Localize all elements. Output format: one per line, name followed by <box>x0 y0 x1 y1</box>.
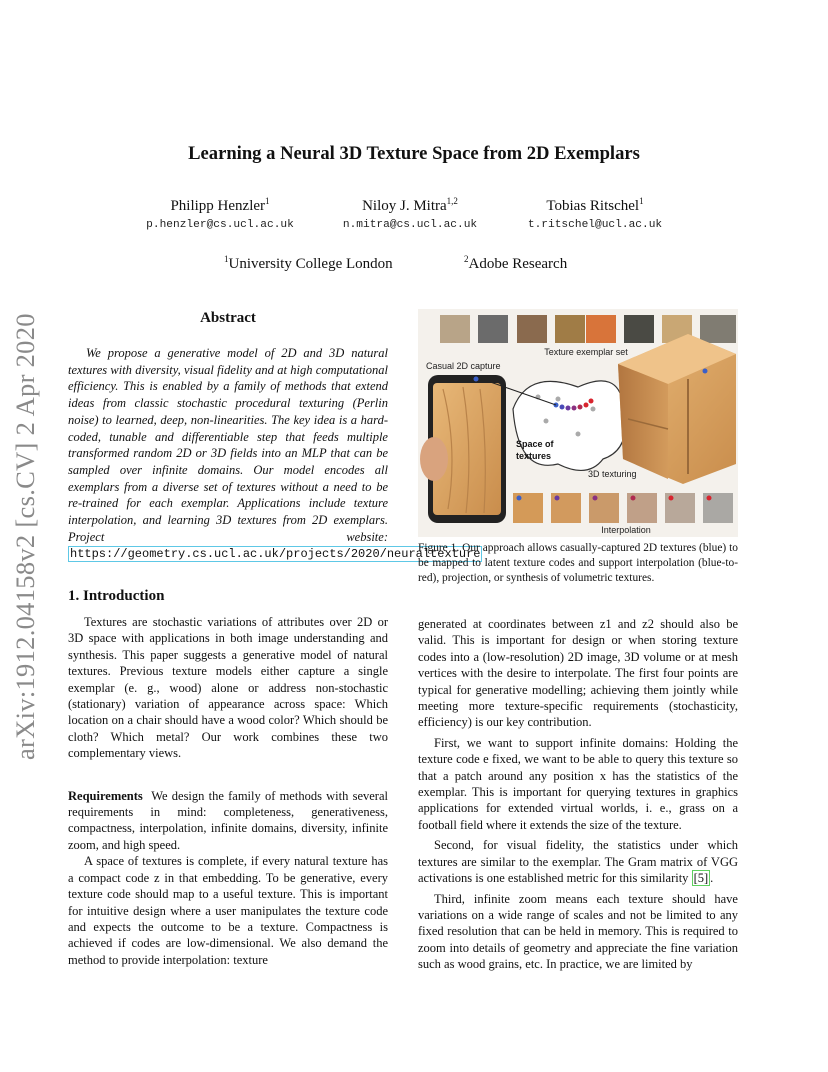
author-sup: 1,2 <box>446 196 458 206</box>
author-email-1: p.henzler@cs.ucl.ac.uk <box>146 219 294 231</box>
author-name: Niloy J. Mitra <box>362 198 447 214</box>
figure-label-interpolation: Interpolation <box>601 525 651 535</box>
author-2 <box>320 196 500 215</box>
requirements-text: We design the family of methods with several requirements in mind: completeness, generativeness, compactness, interpolation, infinite domains, diversity, infinite zoom, and high speed. <box>68 788 388 852</box>
figure-1-illustration <box>418 309 738 537</box>
figure-label-space-2: textures <box>516 451 552 461</box>
phone-illustration <box>420 375 506 523</box>
author-name: Tobias Ritschel <box>546 198 640 214</box>
affiliation-name: Adobe Research <box>468 256 568 272</box>
affiliation-1 <box>224 254 393 273</box>
abstract-heading: Abstract <box>200 310 256 326</box>
paper-title: Learning a Neural 3D Texture Space from 2D Exemplars <box>188 143 640 164</box>
right-paragraph-1: generated at coordinates between z1 and z2 should also be valid. This is important for design or when storing texture codes into a (low-resolution) 2D image, 3D volume or at mesh vertices with the desire to interpolate. The first four points are typical for generative modelling; achieving them jointly while meeting more texture-specific requirements (stochasticity, efficiency) is our key contribution. <box>418 617 738 730</box>
author-1 <box>130 196 310 215</box>
figure-label-space: Space of <box>516 439 554 449</box>
requirements-paragraph <box>68 788 388 854</box>
project-website-link[interactable]: https://geometry.cs.ucl.ac.uk/projects/2020/neuraltexture <box>70 547 481 562</box>
figure-1 <box>418 309 738 537</box>
affiliation-sup: 2 <box>464 254 469 264</box>
author-sup: 1 <box>639 196 644 206</box>
section-heading-introduction: 1. Introduction <box>68 588 165 604</box>
author-email-2: n.mitra@cs.ucl.ac.uk <box>342 219 478 231</box>
author-3 <box>505 196 685 215</box>
intro-paragraph-3: A space of textures is complete, if every natural texture has a compact code z in that embedding. To be generative, every texture code should map to a useful texture. This is important for intuitive design where a user manipulates the texture code and expects the outcome to be a texture. Compactness is achieved if codes are low-dimensional. We also demand the method to provide interpolation: texture <box>68 854 388 967</box>
author-email-3: t.ritschel@ucl.ac.uk <box>527 219 663 231</box>
arxiv-identifier: arXiv:1912.04158v2 [cs.CV] 2 Apr 2020 <box>10 313 40 760</box>
figure-label-3d-texturing: 3D texturing <box>588 469 637 479</box>
intro-right-column <box>418 616 738 973</box>
right-paragraph-2: First, we want to support infinite domains: Holding the texture code e fixed, we want to be able to query this texture so that a patch around any position x has the statistics of the exemplar. This is important for querying textures in graphics applications for extended virtual worlds, i. e., grass on a football field where it extends the size of the texture. <box>418 735 738 832</box>
right-paragraph-3-text: Second, for visual fidelity, the statistics under which textures are similar to the exemplar. The Gram matrix of VGG activations is one established metric for this similarity <box>418 838 738 886</box>
affiliation-sup: 1 <box>224 254 229 264</box>
right-paragraph-3: Second, for visual fidelity, the statistics under which textures are similar to the exemplar. The Gram matrix of VGG activations is one established metric for this similarity [5] . <box>418 838 738 886</box>
intro-left-column <box>68 614 388 968</box>
affiliation-2 <box>464 254 567 273</box>
citation-link[interactable]: [5] <box>693 871 709 886</box>
figure-1-caption: Figure 1. Our approach allows casually-captured 2D textures (blue) to be mapped to latent texture codes and support interpolation (blue-to-red), projection, or synthesis of volumetric textures. <box>418 542 738 584</box>
affiliation-name: University College London <box>228 256 393 272</box>
abstract-text: We propose a generative model of 2D and 3D natural textures with diversity, visual fidelity and at high computational efficiency. This is enabled by a family of methods that extend ideas from classic stochastic procedural texturing (Perlin noise) to learned, deep, non-linearities. The key idea is a hard-coded, tunable and differentiable step that feeds multiple transformed random 2D or 3D fields into an MLP that can be sampled over infinite domains. Our model encodes all exemplars from a diverse set of textures without a need to be re-trained for each exemplar. Applications include texture interpolation, and learning 3D textures from 2D exemplars. Project website: <box>68 346 388 544</box>
wood-block-3d <box>618 334 736 484</box>
intro-paragraph-1: Textures are stochastic variations of attributes over 2D or 3D space with applications in both image understanding and synthesis. This paper suggests a generative model of natural textures. Previous texture models either capture a single exemplar (e. g., wood) alone or address non-stochastic (stationary) variation of appearance across space: Which location on a chair should have a wood color? Which should be cloth? Which metal? Our work combines these two complementary views. <box>68 615 388 761</box>
author-sup: 1 <box>265 196 270 206</box>
figure-label-exemplar-set: Texture exemplar set <box>544 347 628 357</box>
figure-label-casual-capture: Casual 2D capture <box>426 361 501 371</box>
author-name: Philipp Henzler <box>170 198 266 214</box>
requirements-heading: Requirements <box>68 788 143 803</box>
right-paragraph-4: Third, infinite zoom means each texture should have variations on a wide range of scales and not be limited to any fixed resolution that can be held in memory. This is required to zoom into details of geometry and appreciate the fine variation such as wood grains, etc. In practice, we are limited by <box>418 891 738 972</box>
